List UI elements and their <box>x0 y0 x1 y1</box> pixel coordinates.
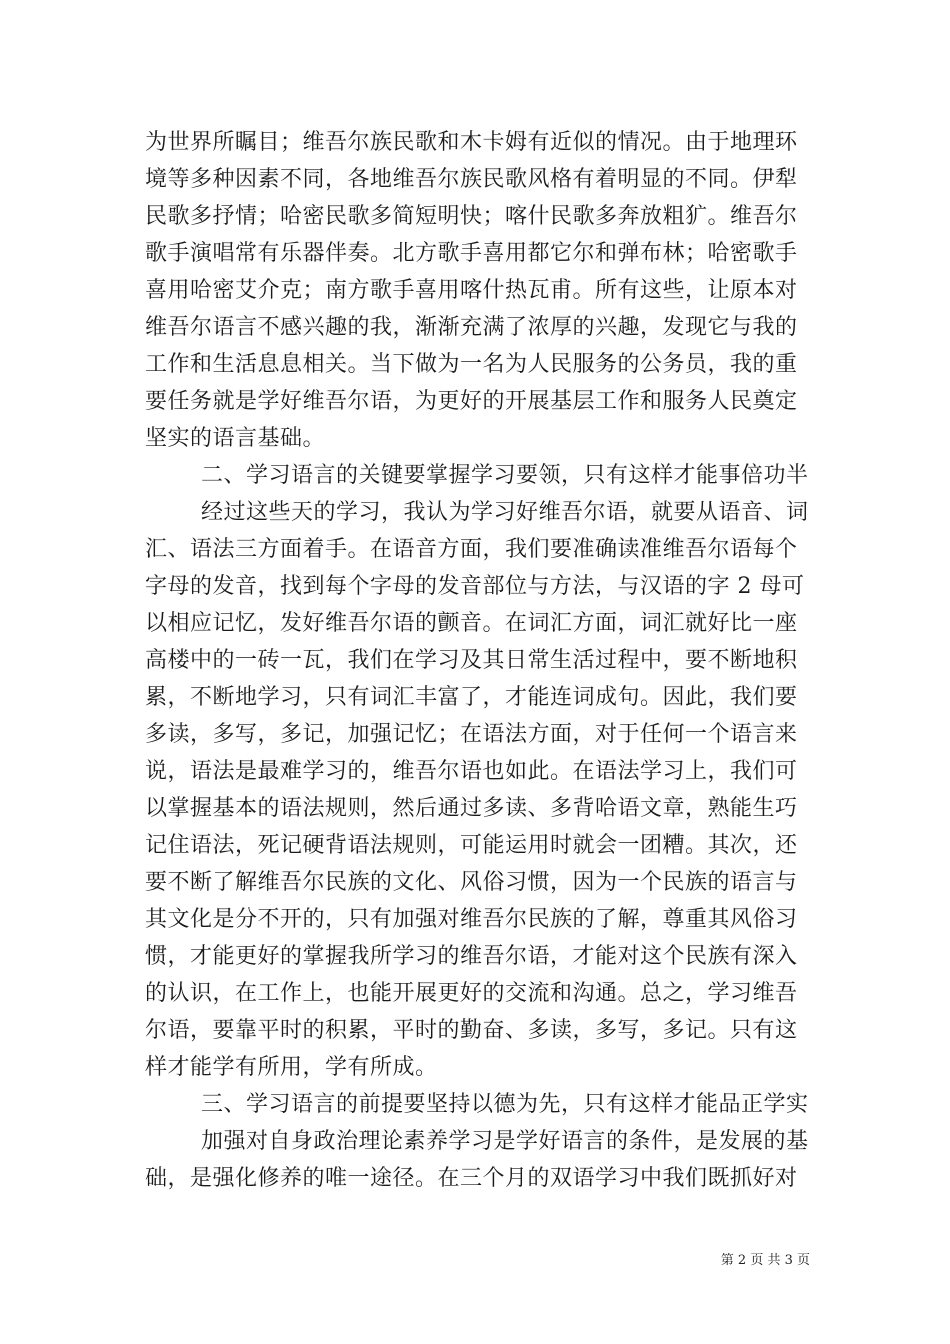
text-line: 多读，多写，多记，加强记忆；在语法方面，对于任何一个语言来 <box>145 722 798 747</box>
text-line: 说，语法是最难学习的，维吾尔语也如此。在语法学习上，我们可 <box>145 759 798 784</box>
text-line: 要任务就是学好维吾尔语，为更好的开展基层工作和服务人民奠定 <box>145 389 798 414</box>
section-heading-2: 二、学习语言的关键要掌握学习要领，只有这样才能事倍功半 <box>201 463 809 488</box>
text-line: 境等多种因素不同，各地维吾尔族民歌风格有着明显的不同。伊犁 <box>145 167 798 192</box>
body-text <box>145 124 815 1197</box>
text-line: 以相应记忆，发好维吾尔语的颤音。在词汇方面，词汇就好比一座 <box>145 611 798 636</box>
text-line: 工作和生活息息相关。当下做为一名为人民服务的公务员，我的重 <box>145 352 798 377</box>
text-line: 歌手演唱常有乐器伴奏。北方歌手喜用都它尔和弹布林；哈密歌手 <box>145 241 798 266</box>
text-line: 坚实的语言基础。 <box>145 426 326 451</box>
text-line: 以掌握基本的语法规则，然后通过多读、多背哈语文章，熟能生巧 <box>145 796 798 821</box>
text-line: 为世界所瞩目；维吾尔族民歌和木卡姆有近似的情况。由于地理环 <box>145 130 798 155</box>
text-line: 尔语，要靠平时的积累，平时的勤奋、多读，多写，多记。只有这 <box>145 1018 798 1043</box>
text-line: 惯，才能更好的掌握我所学习的维吾尔语，才能对这个民族有深入 <box>145 944 798 969</box>
text-line: 喜用哈密艾介克；南方歌手喜用喀什热瓦甫。所有这些，让原本对 <box>145 278 798 303</box>
paragraph-start: 加强对自身政治理论素养学习是学好语言的条件，是发展的基 <box>201 1129 809 1154</box>
text-line: 维吾尔语言不感兴趣的我，渐渐充满了浓厚的兴趣，发现它与我的 <box>145 315 798 340</box>
text-line: 础，是强化修养的唯一途径。在三个月的双语学习中我们既抓好对 <box>145 1166 798 1191</box>
text-line: 高楼中的一砖一瓦，我们在学习及其日常生活过程中，要不断地积 <box>145 648 798 673</box>
text-line: 要不断了解维吾尔民族的文化、风俗习惯，因为一个民族的语言与 <box>145 870 798 895</box>
text-line: 的认识，在工作上，也能开展更好的交流和沟通。总之，学习维吾 <box>145 981 798 1006</box>
paragraph-start: 经过这些天的学习，我认为学习好维吾尔语，就要从语音、词 <box>201 500 809 525</box>
text-line: 其文化是分不开的，只有加强对维吾尔民族的了解，尊重其风俗习 <box>145 907 798 932</box>
text-line: 字母的发音，找到每个字母的发音部位与方法，与汉语的字 2 母可 <box>145 574 805 599</box>
page-number-footer: 第 2 页 共 3 页 <box>720 1253 810 1268</box>
text-line: 样才能学有所用，学有所成。 <box>145 1055 438 1080</box>
text-line: 累，不断地学习，只有词汇丰富了，才能连词成句。因此，我们要 <box>145 685 798 710</box>
text-line: 汇、语法三方面着手。在语音方面，我们要准确读准维吾尔语每个 <box>145 537 798 562</box>
section-heading-3: 三、学习语言的前提要坚持以德为先，只有这样才能品正学实 <box>201 1092 809 1117</box>
text-line: 民歌多抒情；哈密民歌多简短明快；喀什民歌多奔放粗犷。维吾尔 <box>145 204 798 229</box>
text-line: 记住语法，死记硬背语法规则，可能运用时就会一团糟。其次，还 <box>145 833 798 858</box>
